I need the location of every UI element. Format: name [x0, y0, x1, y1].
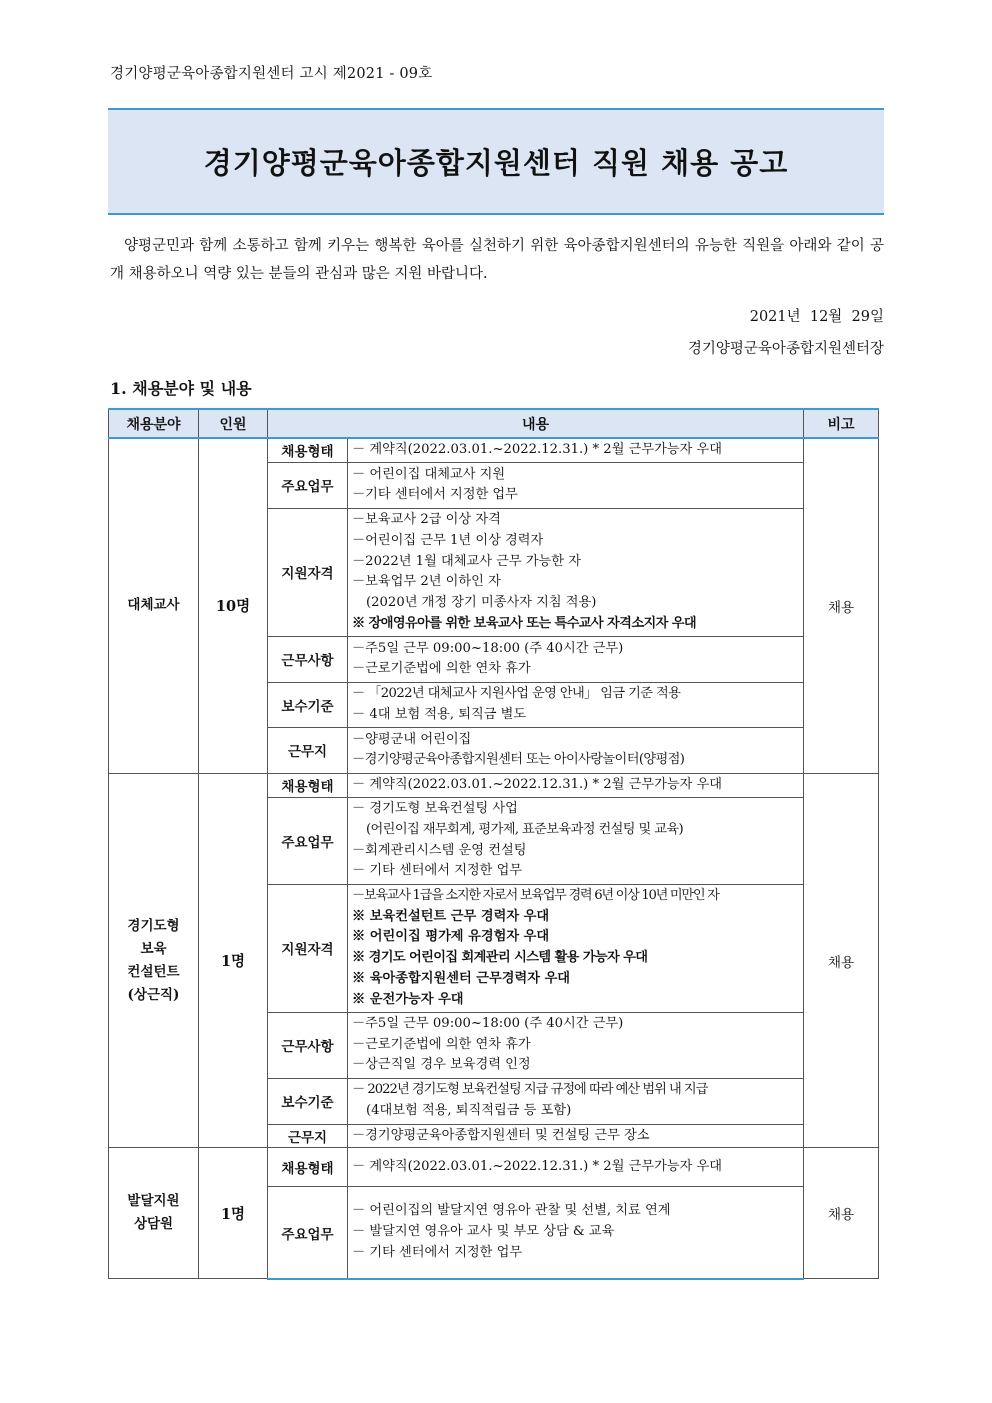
row-label: 주요업무 — [268, 462, 348, 508]
row-content — [348, 508, 804, 636]
content-line: －경기양평군육아종합지원센터 또는 아이사랑놀이터(양평점) — [352, 752, 685, 768]
row-label: 주요업무 — [268, 797, 348, 884]
row-label: 지원자격 — [268, 884, 348, 1012]
content-line: － 4대 보험 적용, 퇴직금 별도 — [352, 706, 527, 722]
content-line: －기타 센터에서 지정한 업무 — [352, 487, 518, 503]
content-line: － 기타 센터에서 지정한 업무 — [352, 863, 523, 879]
title-banner — [108, 108, 884, 215]
content-line: ※ 어린이집 평가제 유경험자 우대 — [352, 929, 550, 945]
row-label: 보수기준 — [268, 1078, 348, 1124]
count-cell: 1명 — [199, 773, 268, 1148]
content-line: －주5일 근무 09:00~18:00 (주 40시간 근무) — [352, 640, 624, 656]
content-line: －근로기준법에 의한 연차 휴가 — [352, 1036, 531, 1052]
content-line: －양평군내 어린이집 — [352, 731, 472, 747]
row-label: 근무사항 — [268, 1012, 348, 1078]
content-line: －보육교사 2급 이상 자격 — [352, 511, 501, 527]
content-line: －어린이집 근무 1년 이상 경력자 — [352, 532, 544, 548]
remark-cell: 채용 — [804, 438, 879, 773]
row-label: 근무지 — [268, 727, 348, 773]
row-content — [348, 797, 804, 884]
field-line: 발달지원 — [127, 1193, 180, 1210]
content-line: － 「2022년 대체교사 지원사업 운영 안내」 임금 기준 적용 — [352, 686, 681, 701]
row-label: 채용형태 — [268, 438, 348, 462]
field-cell — [109, 773, 199, 1148]
count-cell: 10명 — [199, 438, 268, 773]
content-line: －회계관리시스템 운영 컨설팅 — [352, 842, 527, 858]
header-count: 인원 — [199, 409, 268, 438]
field-line: 보육 — [140, 940, 167, 957]
content-line: ※ 장애영유아를 위한 보육교사 또는 특수교사 자격소지자 우대 — [352, 615, 697, 631]
content-line: －보육업무 2년 이하인 자 — [352, 574, 501, 590]
row-label: 근무지 — [268, 1124, 348, 1148]
field-line: 상담원 — [133, 1216, 174, 1233]
content-line: － 계약직(2022.03.01.~2022.12.31.) * 2월 근무가능자 우대 — [352, 1158, 722, 1174]
content-line: － 계약직(2022.03.01.~2022.12.31.) * 2월 근무가능자 우대 — [352, 776, 722, 792]
row-content — [348, 1078, 804, 1124]
signer: 경기양평군육아종합지원센터장 — [687, 341, 884, 357]
field-cell — [109, 1148, 199, 1279]
header-remark: 비고 — [804, 409, 879, 438]
page-title: 경기양평군육아종합지원센터 직원 채용 공고 — [203, 146, 789, 180]
row-label: 보수기준 — [268, 682, 348, 727]
recruitment-table — [108, 408, 879, 1280]
content-line: －근로기준법에 의한 연차 휴가 — [352, 661, 531, 677]
row-content — [348, 1148, 804, 1187]
row-content — [348, 884, 804, 1012]
content-line: (4대보험 적용, 퇴직적립금 등 포함) — [366, 1103, 572, 1119]
field-line: 경기도형 — [127, 917, 180, 934]
announcement-date: 2021년 12월 29일 — [749, 309, 884, 325]
intro-paragraph — [110, 232, 884, 288]
content-line: － 어린이집 대체교사 지원 — [352, 466, 506, 482]
content-line: － 어린이집의 발달지연 영유아 관찰 및 선별, 치료 연계 — [352, 1203, 671, 1219]
content-line: －상근직일 경우 보육경력 인정 — [352, 1057, 531, 1073]
row-content — [348, 438, 804, 462]
count-cell: 1명 — [199, 1148, 268, 1279]
content-line: (어린이집 재무회계, 평가제, 표준보육과정 컨설팅 및 교육) — [366, 821, 684, 837]
content-line: －경기양평군육아종합지원센터 및 컨설팅 근무 장소 — [352, 1127, 650, 1143]
row-label: 근무사항 — [268, 636, 348, 682]
content-line: －보육교사 1급을 소지한 자로서 보육업무 경력 6년 이상 10년 미만인 자 — [352, 887, 719, 903]
content-line: － 2022년 경기도형 보육컨설팅 지급 규정에 따라 예산 범위 내 지급 — [352, 1082, 708, 1098]
remark-cell: 채용 — [804, 1148, 879, 1279]
content-line: － 발달지연 영유아 교사 및 부모 상담 & 교육 — [352, 1224, 615, 1240]
intro-text: 양평군민과 함께 소통하고 함께 키우는 행복한 육아를 실천하기 위한 육아종합지원센터의 유능한 직원을 아래와 같이 공개 채용하오니 역량 있는 분들의 관심과 많은 지원 바랍니다. — [110, 238, 884, 282]
header-field: 채용분야 — [109, 409, 199, 438]
header-content: 내용 — [268, 409, 804, 438]
content-line: ※ 경기도 어린이집 회계관리 시스템 활용 가능자 우대 — [352, 950, 648, 966]
row-content — [348, 773, 804, 797]
row-label: 채용형태 — [268, 1148, 348, 1187]
table-row — [109, 773, 879, 797]
content-line: ※ 보육컨설턴트 근무 경력자 우대 — [352, 908, 550, 924]
field-line: 컨설턴트 — [127, 963, 180, 980]
content-line: －주5일 근무 09:00~18:00 (주 40시간 근무) — [352, 1015, 624, 1031]
row-content — [348, 1187, 804, 1279]
row-content — [348, 682, 804, 727]
field-line: (상근직) — [127, 986, 180, 1003]
content-line: －2022년 1월 대체교사 근무 가능한 자 — [352, 553, 581, 569]
row-content — [348, 727, 804, 773]
content-line: － 기타 센터에서 지정한 업무 — [352, 1245, 523, 1261]
row-label: 채용형태 — [268, 773, 348, 797]
notice-number: 경기양평군육아종합지원센터 고시 제2021 - 09호 — [110, 66, 433, 82]
row-content — [348, 462, 804, 508]
row-content — [348, 636, 804, 682]
content-line: － 계약직(2022.03.01.~2022.12.31.) * 2월 근무가능자 우대 — [352, 442, 722, 457]
content-line: ※ 육아종합지원센터 근무경력자 우대 — [352, 970, 571, 986]
content-line: (2020년 개정 장기 미종사자 지침 적용) — [366, 595, 597, 611]
field-cell — [109, 438, 199, 773]
content-line: － 경기도형 보육컨설팅 사업 — [352, 801, 518, 816]
table-header-row — [109, 409, 879, 438]
row-label: 지원자격 — [268, 508, 348, 636]
row-content — [348, 1012, 804, 1078]
content-line: ※ 운전가능자 우대 — [352, 991, 464, 1007]
section-title: 1. 채용분야 및 내용 — [110, 379, 252, 398]
table-row — [109, 438, 879, 462]
remark-cell: 채용 — [804, 773, 879, 1148]
row-label: 주요업무 — [268, 1187, 348, 1279]
table-row — [109, 1148, 879, 1187]
field-line: 대체교사 — [127, 597, 180, 614]
row-content — [348, 1124, 804, 1148]
